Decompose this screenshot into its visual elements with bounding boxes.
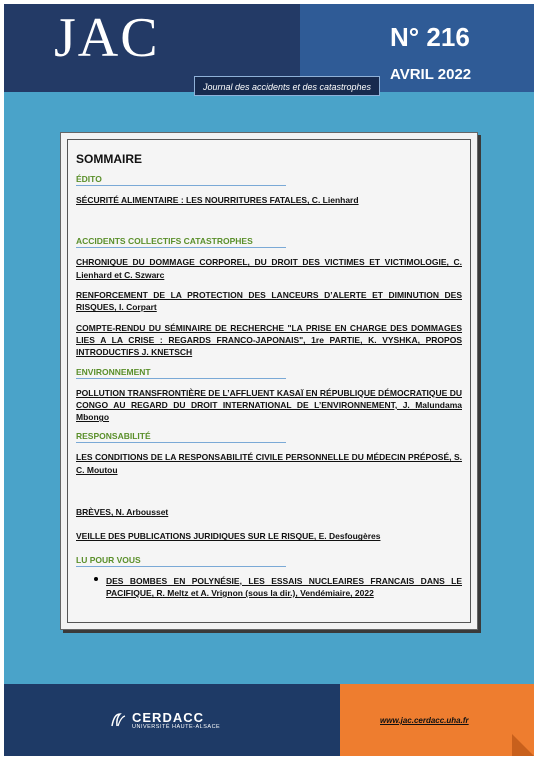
section-responsabilite: RESPONSABILITÉ	[76, 431, 286, 443]
section-edito: ÉDITO	[76, 174, 286, 186]
section-accidents: ACCIDENTS COLLECTIFS CATASTROPHES	[76, 236, 286, 248]
toc-title: SOMMAIRE	[76, 152, 142, 166]
bullet-icon	[94, 577, 98, 581]
table-of-contents-inner	[67, 139, 471, 623]
toc-entry-edito[interactable]: SÉCURITÉ ALIMENTAIRE : LES NOURRITURES FATALES, C. Lienhard	[76, 195, 359, 205]
section-environnement: ENVIRONNEMENT	[76, 367, 286, 379]
journal-logo: JAC	[54, 7, 160, 69]
toc-entry-lanceurs-alerte[interactable]: RENFORCEMENT DE LA PROTECTION DES LANCEURS D’ALERTE ET DIMINUTION DES RISQUES, I. Corpart	[76, 289, 462, 313]
website-link[interactable]: www.jac.cerdacc.uha.fr	[380, 716, 469, 725]
page-curl-icon	[512, 734, 534, 756]
toc-entry-breves[interactable]: BRÈVES, N. Arbousset	[76, 507, 169, 518]
toc-entry-medecin[interactable]: LES CONDITIONS DE LA RESPONSABILITÉ CIVILE PERSONNELLE DU MÉDECIN PRÉPOSÉ, S. C. Moutou	[76, 452, 462, 475]
cerdacc-logo	[108, 710, 220, 730]
toc-entry-seminaire[interactable]: COMPTE-RENDU DU SÉMINAIRE DE RECHERCHE "LA PRISE EN CHARGE DES DOMMAGES LIES A LA CRISE : REGARDS FRANCO-JAPONAIS", 1re PARTIE, K. VYSHKA, PROPOS INTRODUCTIFS J. KNETSCH	[76, 322, 462, 358]
cerdacc-mark-icon	[108, 710, 128, 730]
issue-date: AVRIL 2022	[390, 66, 472, 83]
cover-page	[4, 4, 534, 756]
table-of-contents	[76, 152, 462, 599]
section-lu-pour-vous: LU POUR VOUS	[76, 555, 286, 567]
toc-entry-chronique[interactable]: CHRONIQUE DU DOMMAGE CORPOREL, DU DROIT DES VICTIMES ET VICTIMOLOGIE, C. Lienhard et C. Szwarc	[76, 257, 462, 280]
org-university: UNIVERSITÉ HAUTE-ALSACE	[132, 723, 221, 730]
toc-entry-veille[interactable]: VEILLE DES PUBLICATIONS JURIDIQUES SUR LE RISQUE, E. Desfougères	[76, 531, 381, 542]
toc-bullet-item	[76, 575, 462, 600]
issue-number: N° 216	[390, 22, 470, 52]
org-name: CERDACC	[132, 709, 204, 725]
toc-entry-bombes[interactable]: DES BOMBES EN POLYNÉSIE, LES ESSAIS NUCLEAIRES FRANCAIS DANS LE PACIFIQUE, R. Meltz et A. Vrignon (sous la dir.), Vendémiaire, 2022	[106, 575, 462, 598]
table-of-contents-frame	[60, 132, 478, 630]
toc-entry-pollution[interactable]: POLLUTION TRANSFRONTIÈRE DE L’AFFLUENT KASAÏ EN RÉPUBLIQUE DÉMOCRATIQUE DU CONGO AU REGARD DU DROIT INTERNATIONAL DE L’ENVIRONNEMENT, J. Malundama Mbongo	[76, 387, 462, 423]
journal-subtitle: Journal des accidents et des catastrophes	[194, 76, 380, 96]
